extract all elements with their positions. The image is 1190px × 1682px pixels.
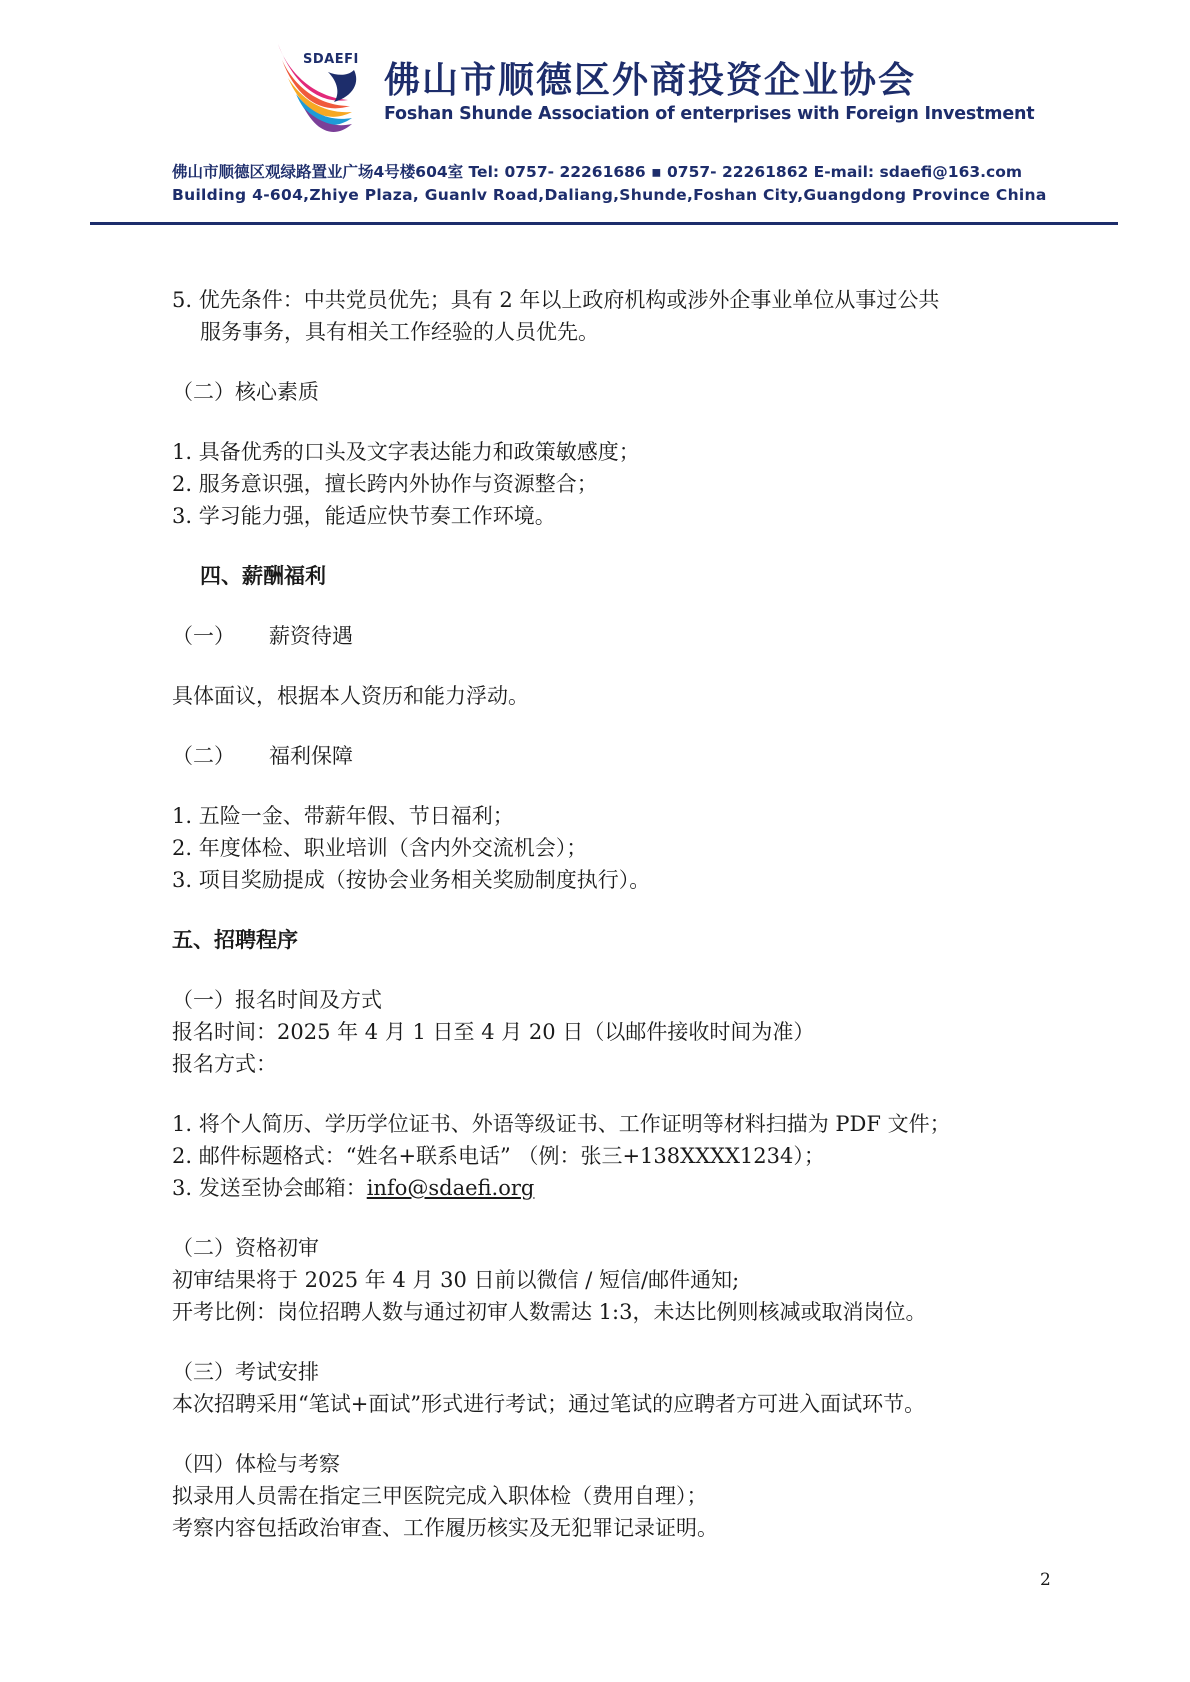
section-heading-procedure: 五、招聘程序 xyxy=(172,927,298,952)
association-name-cn: 佛山市顺德区外商投资企业协会 xyxy=(384,60,917,101)
assessment-text: 考察内容包括政治审查、工作履历核实及无犯罪记录证明。 xyxy=(172,1516,718,1540)
list-item: 2. 服务意识强，擅长跨内外协作与资源整合； xyxy=(172,472,598,496)
address-line: Building 4-604,Zhiye Plaza, Guanlv Road,Daliang,Shunde,Foshan City,Guangdong Province China xyxy=(172,186,1047,204)
header-divider xyxy=(90,222,1118,225)
medical-check-text: 拟录用人员需在指定三甲医院完成入职体检（费用自理）； xyxy=(172,1484,708,1508)
registration-time: 报名时间：2025 年 4 月 1 日至 4 月 20 日（以邮件接收时间为准） xyxy=(172,1020,815,1044)
welfare-heading: （二） 福利保障 xyxy=(172,744,353,768)
salary-heading: （一） 薪资待遇 xyxy=(172,624,353,648)
section-heading-compensation: 四、薪酬福利 xyxy=(200,563,326,588)
association-name-en: Foshan Shunde Association of enterprises with Foreign Investment xyxy=(384,104,1035,124)
page-number: 2 xyxy=(1040,1570,1051,1590)
document-body xyxy=(172,284,1072,1544)
list-item: 3. 发送至协会邮箱：info@sdaefi.org xyxy=(172,1176,535,1200)
list-item: 1. 将个人简历、学历学位证书、外语等级证书、工作证明等材料扫描为 PDF 文件； xyxy=(172,1112,951,1136)
list-item: 3. 学习能力强，能适应快节奏工作环境。 xyxy=(172,504,556,528)
email-link[interactable]: info@sdaefi.org xyxy=(366,1176,535,1200)
list-item: 2. 邮件标题格式：“姓名+联系电话” （例：张三+138XXXX1234）； xyxy=(172,1144,825,1168)
registration-heading: （一）报名时间及方式 xyxy=(172,988,382,1012)
review-text: 初审结果将于 2025 年 4 月 30 日前以微信 / 短信/邮件通知; xyxy=(172,1268,740,1292)
contact-line: 佛山市顺德区观绿路置业广场4号楼604室 Tel: 0757- 22261686 ▪ 0757- 22261862 E-mail: sdaefi@163.com xyxy=(172,163,1023,181)
list-item: 3. 项目奖励提成（按协会业务相关奖励制度执行）。 xyxy=(172,868,651,892)
review-ratio: 开考比例：岗位招聘人数与通过初审人数需达 1:3，未达比例则核减或取消岗位。 xyxy=(172,1300,927,1324)
medical-check-heading: （四）体检与考察 xyxy=(172,1452,340,1476)
salary-text: 具体面议，根据本人资历和能力浮动。 xyxy=(172,684,529,708)
exam-heading: （三）考试安排 xyxy=(172,1360,319,1384)
exam-text: 本次招聘采用“笔试+面试”形式进行考试；通过笔试的应聘者方可进入面试环节。 xyxy=(172,1392,926,1416)
letterhead xyxy=(0,0,1190,230)
core-qualities-heading: （二）核心素质 xyxy=(172,380,319,404)
registration-method: 报名方式： xyxy=(172,1052,277,1076)
list-item: 1. 具备优秀的口头及文字表达能力和政策敏感度； xyxy=(172,440,640,464)
review-heading: （二）资格初审 xyxy=(172,1236,319,1260)
preferred-conditions-continued: 服务事务，具有相关工作经验的人员优先。 xyxy=(200,320,599,344)
list-item: 2. 年度体检、职业培训（含内外交流机会）； xyxy=(172,836,588,860)
association-abbreviation: SDAEFI xyxy=(303,52,359,67)
list-item: 1. 五险一金、带薪年假、节日福利； xyxy=(172,804,514,828)
preferred-conditions: 5. 优先条件：中共党员优先；具有 2 年以上政府机构或涉外企事业单位从事过公共 xyxy=(172,288,940,312)
